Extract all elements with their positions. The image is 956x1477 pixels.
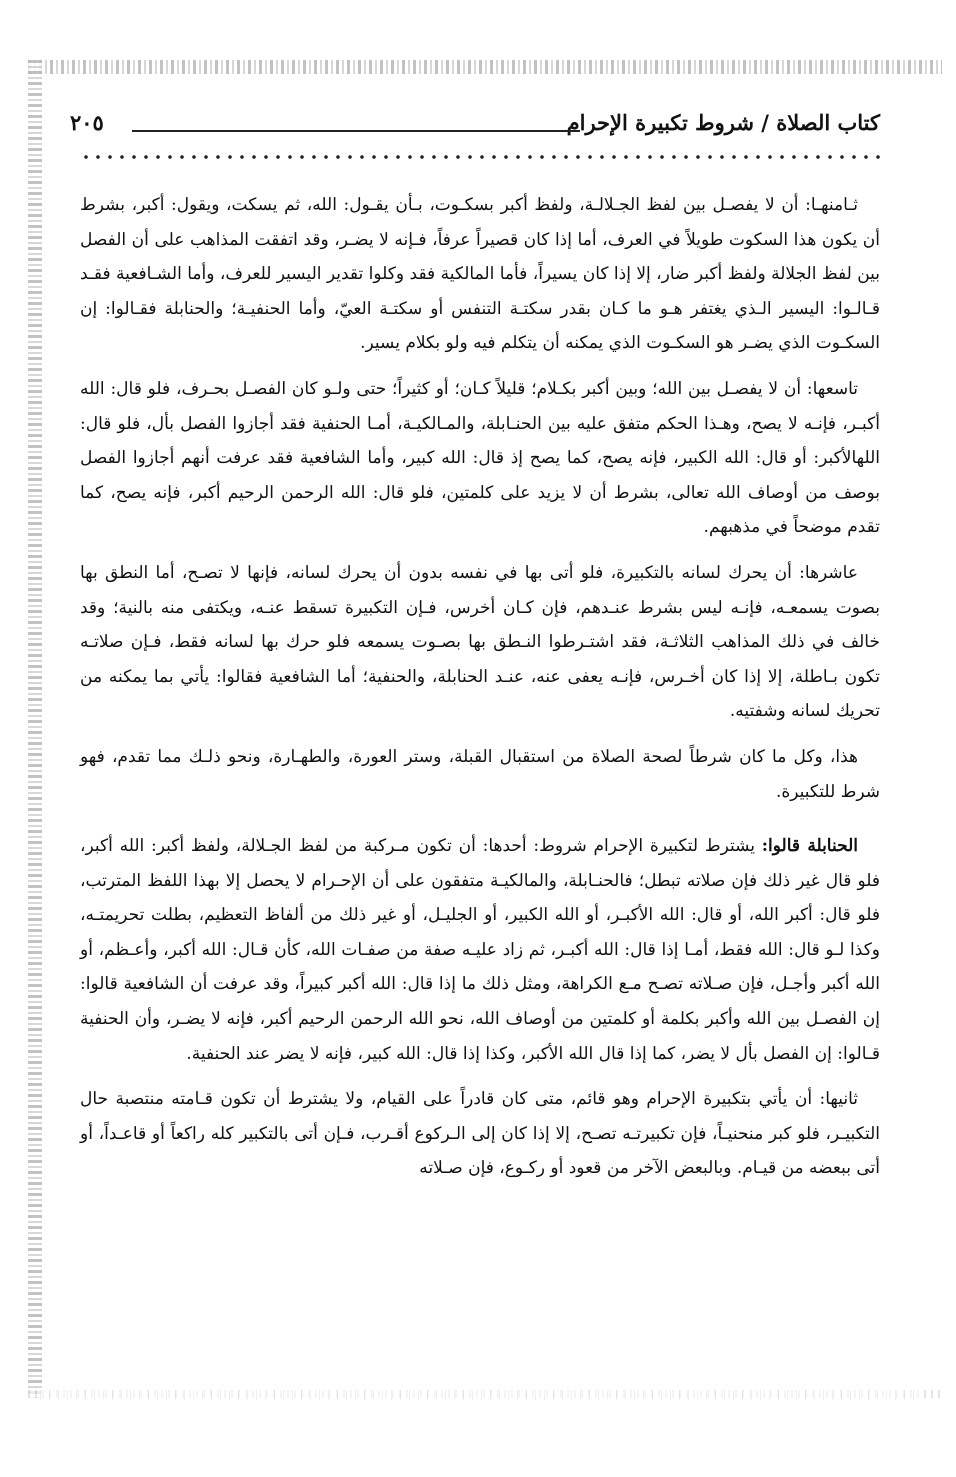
ornamental-border-top (28, 60, 942, 74)
paragraph-second-condition (80, 1082, 880, 1186)
paragraph-text: عاشرها: أن يحرك لسانه بالتكبيرة، فلو أتى بها في نفسه بدون أن يحرك لسانه، فإنها لا تصـح، أما النطق بها بصوت يسمعـه، فإنـه ليس بشرط عنـدهم، فإن كـان أخرس، فـإن التكبيرة تسقط عنـه، ويكتفى منه بالنية؛ وقد خالف في ذلك المذاهب الثلاثـة، فقد اشتـرطوا النـطق بها بصـوت يسمعه فلو حرك بها لسانه فقط، فـإن صلاتـه تكون بـاطلة، إلا إذا كان أخـرس، فإنـه يعفى عنه، عنـد الحنابلة، والحنفية؛ أما الشافعية فقالوا: يأتي بما يمكنه من تحريك لسانه وشفتيه. (80, 562, 880, 722)
running-header (70, 110, 880, 146)
paragraph-text: ثانيها: أن يأتي بتكبيرة الإحرام وهو قائم، متى كان قادراً على القيام، ولا يشترط أن تكون قـامته منتصبة حال التكبيـر، فلو كبر منحنيـاً، فإن تكبيرتـه تصـح، إلا إذا كان إلى الـركوع أقـرب، فـإن أتى بالتكبير كله راكعاً أو قاعـداً، أو أتى ببعضه من قيـام. وبالبعض الآخر من قعود أو ركـوع، فإن صـلاته (80, 1089, 880, 1179)
paragraph-eighth-condition (80, 188, 880, 361)
page-body (80, 188, 880, 1197)
header-title: كتاب الصلاة / شروط تكبيرة الإحرام (566, 110, 880, 135)
paragraph-general-note (80, 740, 880, 809)
paragraph-lead: الحنابلة قالوا: (761, 836, 858, 857)
header-rule (132, 130, 580, 132)
paragraph-tenth-condition (80, 556, 880, 729)
paragraph-ninth-condition (80, 372, 880, 545)
paragraph-text: يشترط لتكبيرة الإحرام شروط: أحدها: أن تكون مـركبة من لفظ الجـلالة، ولفظ أكبر: الله أكبر، فلو قال غير ذلك فإن صلاته تبطل؛ فالحنـابلة، والمالكيـة متفقون على أن الإحـرام لا يحصل إلا بهذا اللفظ المترتب، فلو قال: أكبر الله، أو قال: الله الأكبـر، أو الله الكبير، أو الجليـل، أو غير ذلك من ألفاظ التعظيم، بطلت تحريمتـه، وكذا لـو قال: الله فقط، أمـا إذا قال: الله أكبـر، ثم زاد عليـه صفة من صفـات الله، كأن قـال: الله أكبر، وأعـظم، أو الله أكبر وأجـل، فإن صـلاته تصـح مـع الكراهة، ومثل ذلك ما إذا قال: الله أكبر كبيراً، وقد عرفت أن الشافعية قالوا: إن الفصـل بين الله وأكبر بكلمة أو كلمتين من أوصاف الله، نحو الله الرحمن الرحيم أكبر، فإنه لا يضـر، وأن الحنفية قـالوا: إن الفصل بأل لا يضر، كما إذا قال الله الأكبر، وكذا إذا قال: الله كبير، فإنه لا يضر عند الحنفية. (80, 836, 880, 1064)
paragraph-text: هذا، وكل ما كان شرطاً لصحة الصلاة من استقبال القبلة، وستر العورة، والطهـارة، ونحو ذلـك مما تقدم، فهو شرط للتكبيرة. (80, 746, 880, 802)
bottom-scan-noise (40, 1390, 920, 1400)
page-number: ٢٠٥ (70, 110, 104, 135)
paragraph-hanbali-footnote (80, 829, 880, 1071)
paragraph-text: ثـامنهـا: أن لا يفصـل بين لفظ الجـلالـة، ولفظ أكبر بسكـوت، بـأن يقـول: الله، ثم يسكت، ويقول: أكبر، بشرط أن يكون هذا السكوت طويلاً في العرف، أما إذا كان قصيراً عرفاً، فـإنه لا يضـر، وقد اتفقت المذاهب على أن الفصل بين لفظ الجلالة ولفظ أكبر ضار، إلا إذا كان يسيراً، فأما المالكية فقد وكلوا تقدير اليسير للعرف، وأما الشـافعية فقـد قـالـوا: اليسير الـذي يغتفر هـو ما كـان بقدر سكتـة التنفس أو سكتـة العيّ، وأما الحنفيـة؛ والحنابلة فقـالوا: إن السكـوت الذي يضـر هو السكـوت الذي يمكنه أن يتكلم فيه ولو بكلام يسير. (80, 195, 880, 354)
paragraph-text: تاسعها: أن لا يفصـل بين الله؛ وبين أكبر بكـلام؛ قليلاً كـان؛ أو كثيراً؛ حتى ولـو كان الفصـل بحـرف، فلو قال: الله أكبـر، فإنـه لا يصح، وهـذا الحكم متفق عليه بين الحنـابلة، والمـالكيـة، أمـا الحنفية فقد أجازوا الفصل بأل، فلو قال: اللهالأكبر: أو قال: الله الكبير، فإنه يصح، كما يصح إذ قال: الله كبير، وأما الشافعية فقد عرفت أنهم أجازوا الفصل بوصف من أوصاف الله تعالى، بشرط أن لا يزيد على كلمتين، فلو قال: الله الرحمن الرحيم أكبر، فإنه يصح، كما تقدم موضحاً في مذهبهم. (80, 378, 880, 538)
ornamental-border-left (28, 60, 42, 1398)
dotted-separator (80, 154, 880, 160)
